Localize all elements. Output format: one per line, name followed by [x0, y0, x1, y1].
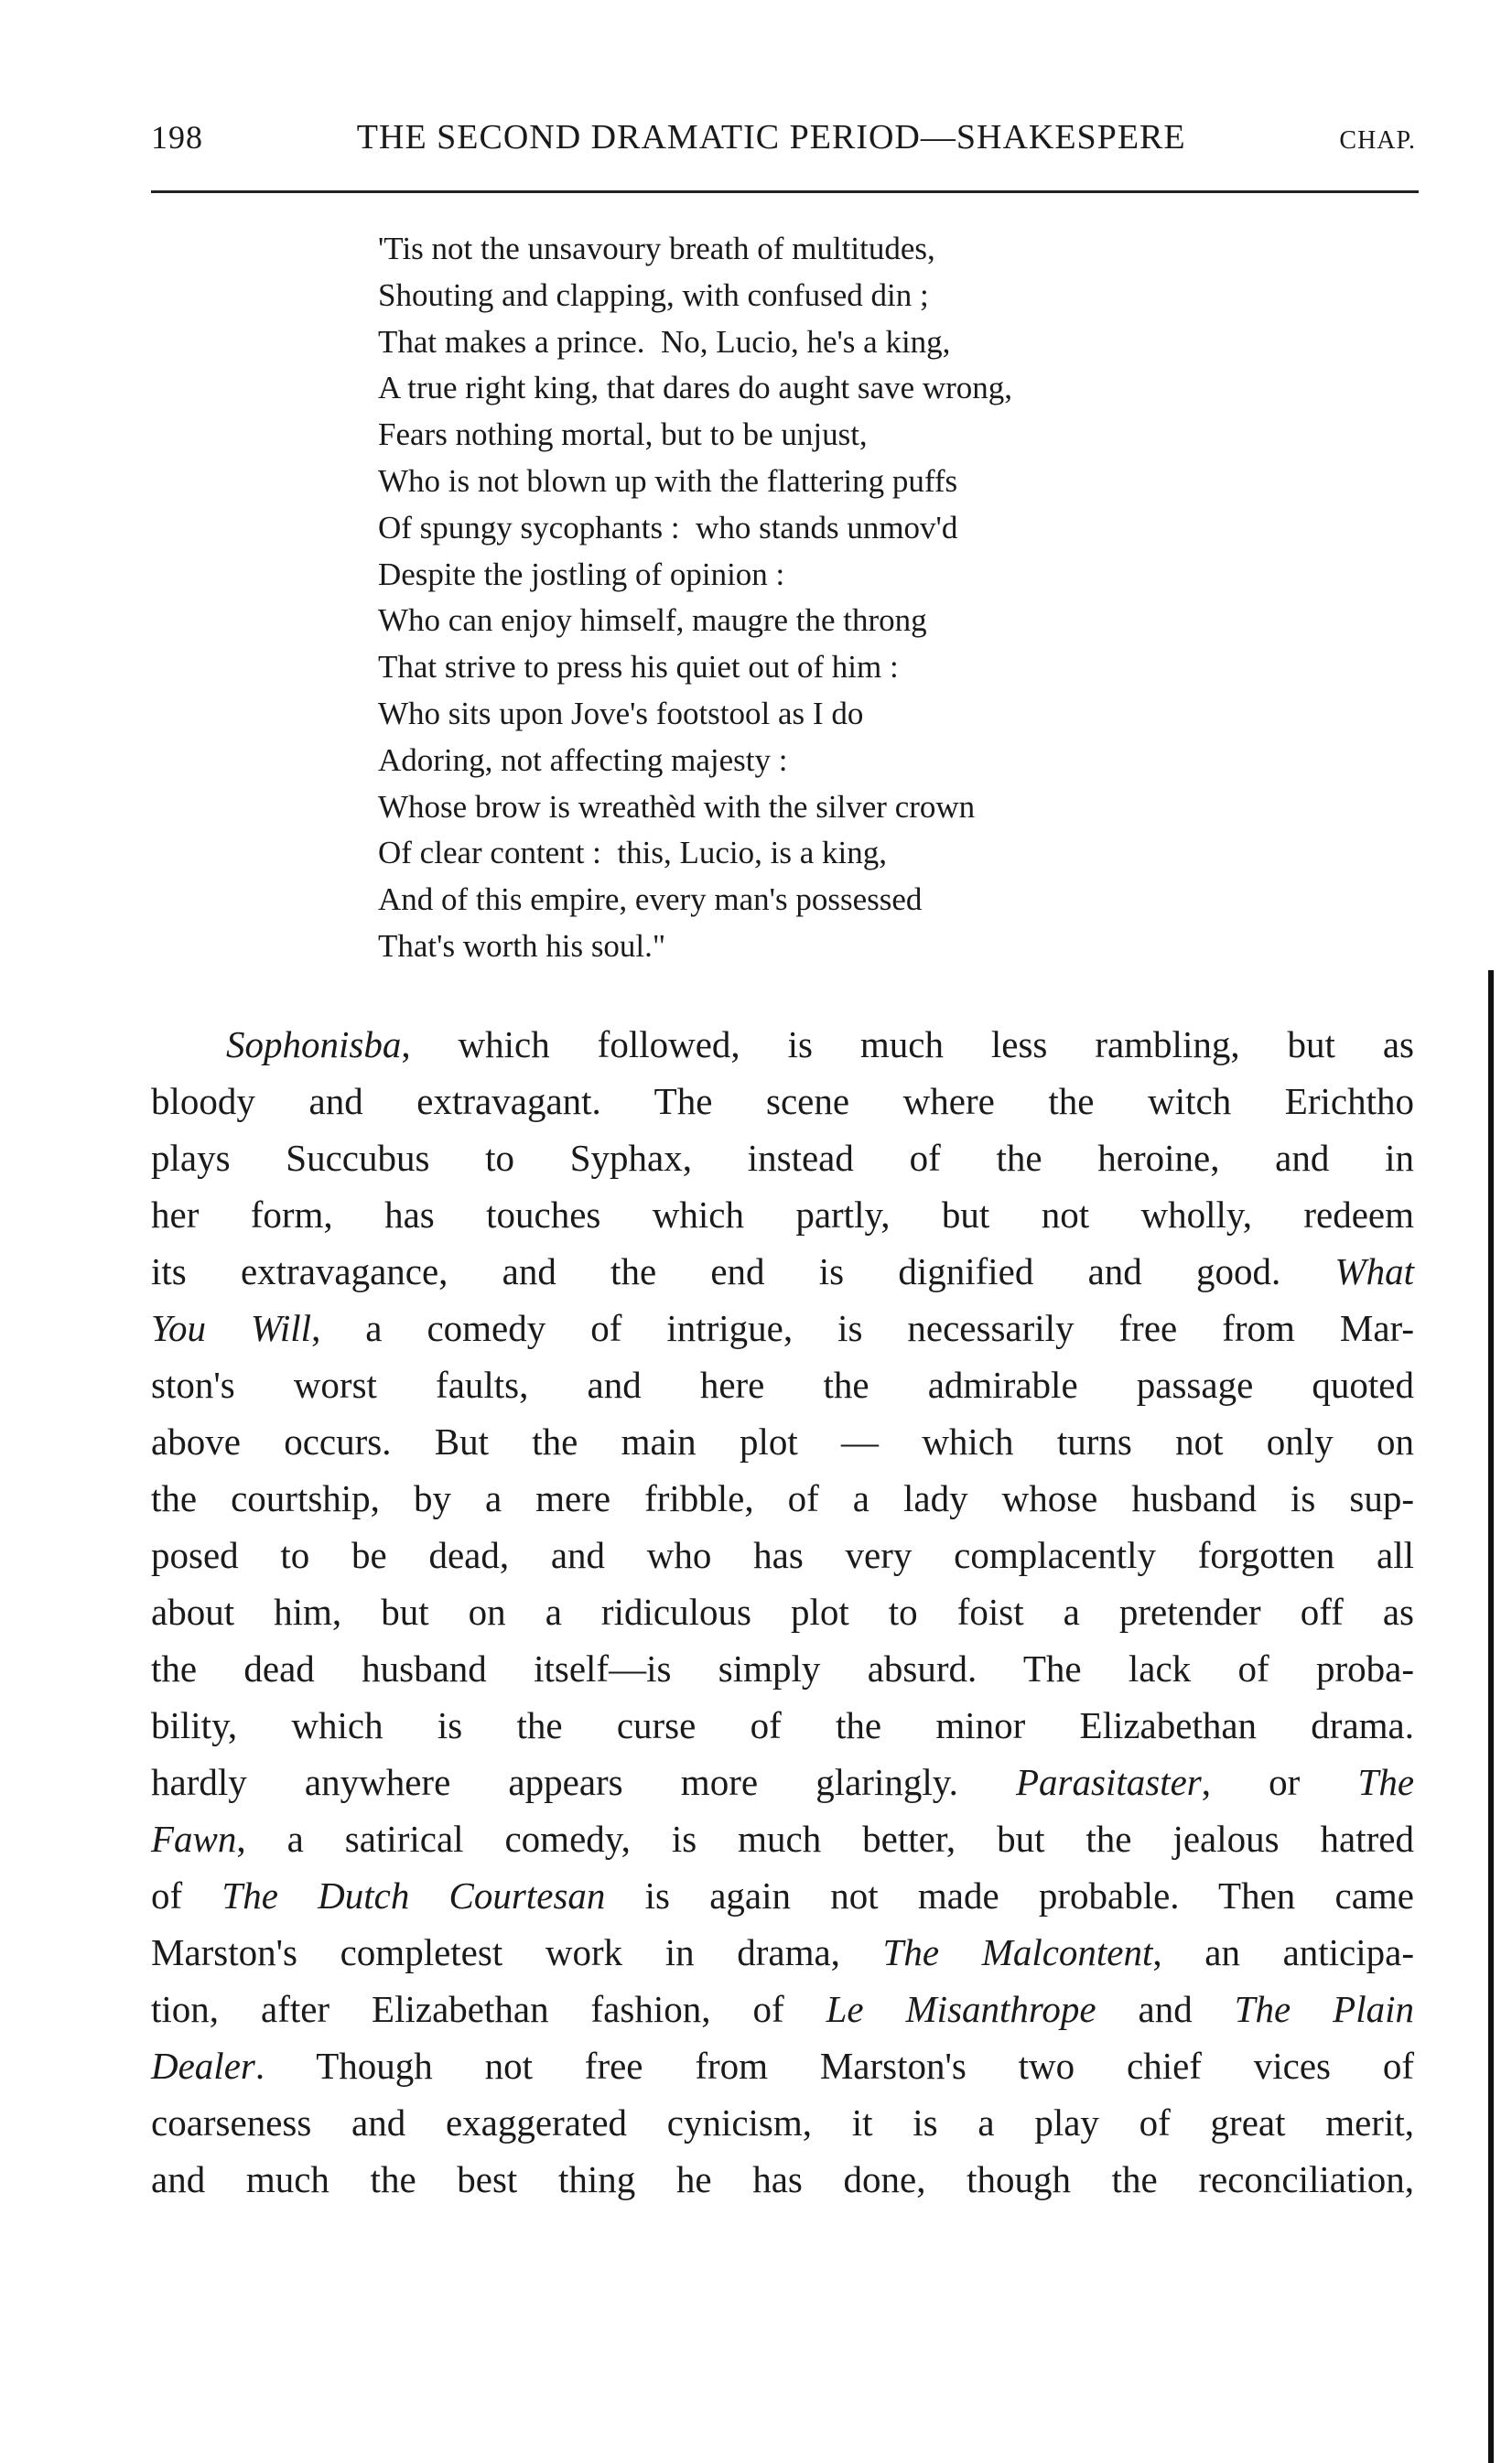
text-segment: , a comedy of intrigue, is necessarily free from Mar- — [311, 1307, 1414, 1349]
text-segment: and much the best thing he has done, though the reconciliation, — [151, 2158, 1414, 2200]
text-segment: above occurs. But the main plot — which turns not only on — [151, 1421, 1414, 1463]
verse-quotation — [378, 226, 1012, 970]
text-segment: about him, but on a ridiculous plot to foist a pretender off as — [151, 1591, 1414, 1633]
italic-title: Sophonisba — [226, 1023, 402, 1065]
text-segment: bility, which is the curse of the minor Elizabethan drama. — [151, 1704, 1414, 1746]
verse-line: That strive to press his quiet out of him : — [378, 649, 899, 686]
text-line — [151, 1527, 1414, 1583]
page-edge-line — [1488, 970, 1494, 2463]
verse-line: Of clear content : this, Lucio, is a king, — [378, 835, 887, 871]
text-line — [151, 1697, 1414, 1754]
italic-title: Parasitaster — [1016, 1761, 1202, 1803]
italic-title: The Plain — [1234, 1988, 1414, 2030]
text-segment: the dead husband itself—is simply absurd. The lack of proba- — [151, 1647, 1414, 1690]
text-segment: posed to be dead, and who has very complacently forgotten all — [151, 1534, 1414, 1576]
text-segment: of — [151, 1874, 222, 1917]
italic-title: Le Misanthrope — [826, 1988, 1096, 2030]
text-segment: coarseness and exaggerated cynicism, it is a play of great merit, — [151, 2101, 1414, 2144]
text-segment: her form, has touches which partly, but not wholly, redeem — [151, 1194, 1414, 1236]
verse-line: Who is not blown up with the flattering puffs — [378, 462, 958, 499]
text-segment: bloody and extravagant. The scene where the witch Erichtho — [151, 1080, 1414, 1122]
verse-line: That makes a prince. No, Lucio, he's a king, — [378, 323, 951, 360]
text-line — [151, 1243, 1414, 1300]
verse-line: Adoring, not affecting majesty : — [378, 741, 788, 778]
chapter-label: CHAP. — [1339, 126, 1416, 155]
text-segment: . Though not free from Marston's two chief vices of — [254, 2045, 1414, 2087]
text-segment: the courtship, by a mere fribble, of a lady whose husband is sup- — [151, 1477, 1414, 1519]
verse-line: Shouting and clapping, with confused din ; — [378, 276, 929, 313]
text-line — [151, 1016, 1414, 1073]
verse-line: Whose brow is wreathèd with the silver crown — [378, 788, 976, 825]
verse-line: Fears nothing mortal, but to be unjust, — [378, 416, 868, 453]
text-line — [151, 1073, 1414, 1129]
verse-line: Who can enjoy himself, maugre the throng — [378, 602, 927, 639]
text-line — [151, 2094, 1414, 2151]
italic-title: You Will — [151, 1307, 312, 1349]
italic-title: The Malcontent — [882, 1931, 1153, 1973]
text-line — [151, 1867, 1414, 1924]
text-segment: hardly anywhere appears more glaringly. — [151, 1761, 1017, 1803]
text-segment: Marston's completest work in drama, — [151, 1931, 883, 1973]
text-line — [151, 1186, 1414, 1243]
italic-title: The Dutch Courtesan — [221, 1874, 606, 1917]
italic-title: Dealer — [151, 2045, 255, 2087]
running-title: THE SECOND DRAMATIC PERIOD—SHAKESPERE — [356, 118, 1186, 157]
body-paragraph — [151, 1016, 1414, 2208]
verse-line: Who sits upon Jove's footstool as I do — [378, 695, 864, 731]
text-segment: plays Succubus to Syphax, instead of the heroine, and in — [151, 1137, 1414, 1179]
text-line — [151, 1810, 1414, 1867]
italic-title: What — [1334, 1250, 1414, 1292]
text-line — [151, 1300, 1414, 1356]
verse-line: Despite the jostling of opinion : — [378, 556, 785, 592]
verse-line: Of spungy sycophants : who stands unmov'd — [378, 509, 958, 546]
verse-line: A true right king, that dares do aught save wrong, — [378, 370, 1013, 406]
text-line — [151, 1470, 1414, 1527]
verse-line: And of this empire, every man's possessed — [378, 881, 923, 918]
text-segment: ston's worst faults, and here the admirable passage quoted — [151, 1364, 1414, 1406]
page-number: 198 — [151, 119, 203, 156]
text-line — [151, 1356, 1414, 1413]
text-segment: and — [1096, 1988, 1235, 2030]
text-segment: is again not made probable. Then came — [605, 1874, 1415, 1917]
italic-title: Fawn — [151, 1818, 237, 1860]
italic-title: The — [1357, 1761, 1415, 1803]
verse-line: That's worth his soul." — [378, 927, 666, 964]
header-rule — [151, 190, 1419, 193]
text-segment: tion, after Elizabethan fashion, of — [151, 1988, 826, 2030]
text-line — [151, 1413, 1414, 1470]
text-line — [151, 1981, 1414, 2037]
text-line — [151, 2151, 1414, 2208]
text-segment: its extravagance, and the end is dignified and good. — [151, 1250, 1335, 1292]
text-segment: , which followed, is much less rambling, but as — [401, 1023, 1414, 1065]
text-line — [151, 1129, 1414, 1186]
running-header — [151, 117, 1416, 163]
text-segment: , or — [1201, 1761, 1358, 1803]
text-line — [151, 1754, 1414, 1810]
text-segment: , a satirical comedy, is much better, but the jealous hatred — [236, 1818, 1414, 1860]
verse-line: 'Tis not the unsavoury breath of multitudes, — [378, 231, 935, 266]
text-segment: , an anticipa- — [1152, 1931, 1414, 1973]
text-line — [151, 2037, 1414, 2094]
text-line — [151, 1640, 1414, 1697]
text-line — [151, 1924, 1414, 1981]
text-line — [151, 1583, 1414, 1640]
